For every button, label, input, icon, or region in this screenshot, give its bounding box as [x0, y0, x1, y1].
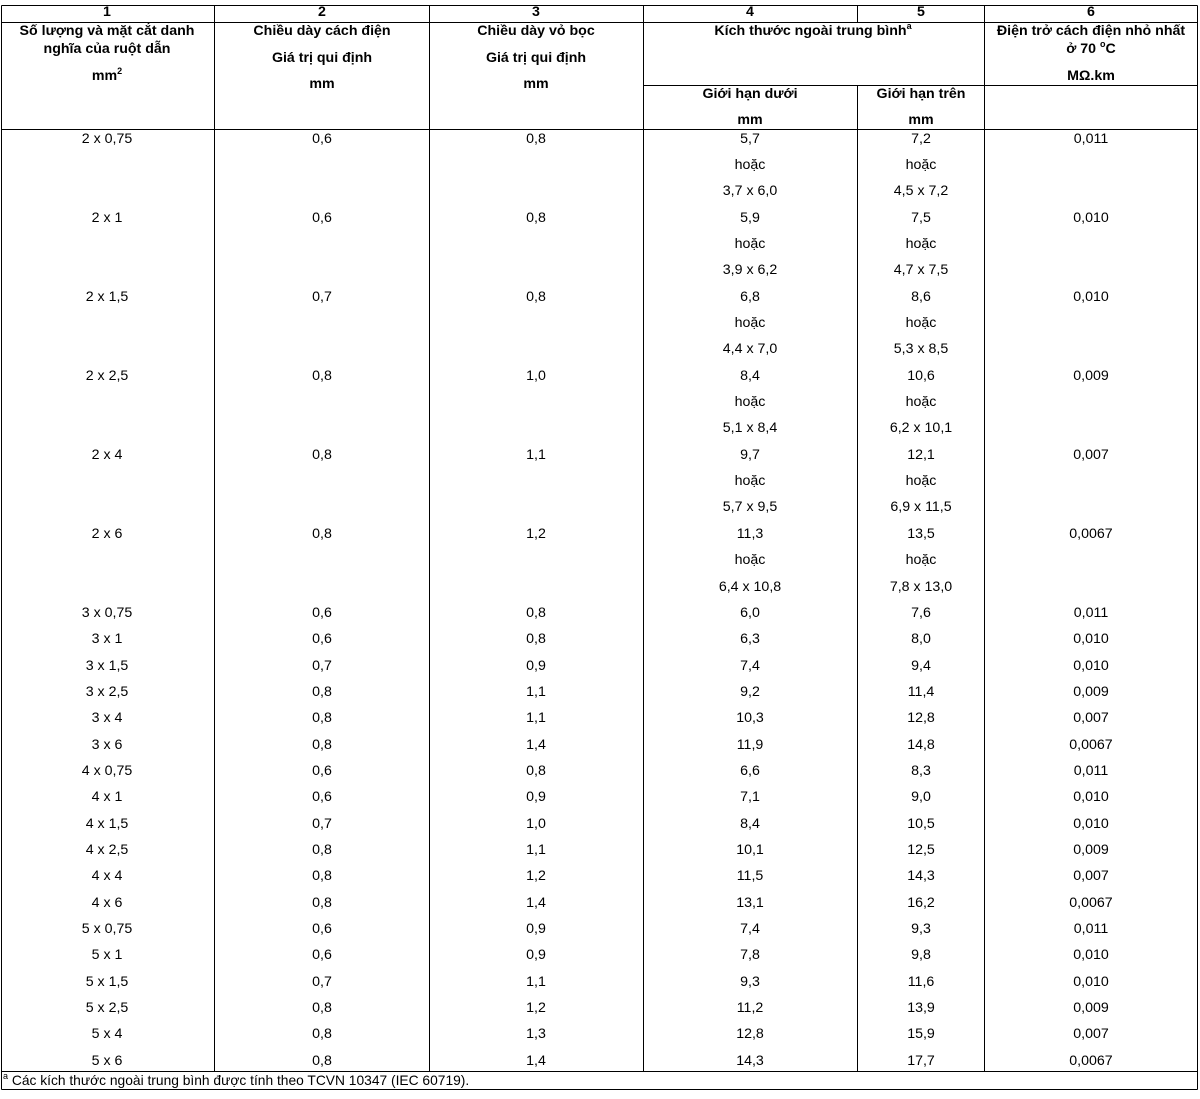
col2-header-title: Chiều dày cách điện	[253, 23, 391, 39]
cell-lower-limit: 3,7 x 6,0	[722, 183, 778, 200]
cell-sheath-thickness: 1,4	[526, 1052, 546, 1069]
col3-header-title: Chiều dày vỏ bọc	[477, 23, 595, 39]
cell-upper-limit: 15,9	[907, 1026, 935, 1043]
cell-insulation-thickness: 0,7	[312, 973, 332, 990]
cell-lower-limit: 7,4	[740, 921, 760, 937]
cell-insulation-thickness: 0,8	[312, 525, 332, 542]
cell-conductor-size: 4 x 2,5	[85, 842, 129, 858]
cell-lower-limit: 6,0	[740, 604, 760, 621]
col-number-6: 6	[1087, 4, 1095, 20]
col-number-1: 1	[103, 4, 111, 20]
cell-conductor-size: 5 x 1,5	[85, 973, 129, 990]
cell-conductor-size: 4 x 6	[91, 894, 123, 911]
cell-sheath-thickness: 1,1	[526, 710, 546, 727]
cell-insulation-resistance: 0,010	[1073, 209, 1109, 226]
col6-header-unit: MΩ.km	[1067, 68, 1115, 84]
cell-lower-limit: 8,4	[740, 815, 760, 832]
cell-upper-limit: 14,3	[907, 868, 935, 885]
cell-insulation-thickness: 0,6	[312, 604, 332, 621]
col5-header-subtitle: Giới hạn trên	[876, 86, 966, 102]
cell-lower-limit: 4,4 x 7,0	[722, 341, 778, 358]
cell-insulation-thickness: 0,8	[312, 842, 332, 858]
cell-insulation-resistance: 0,010	[1073, 657, 1109, 674]
cell-conductor-size: 2 x 2,5	[85, 367, 129, 384]
col4-header-unit: mm	[737, 112, 763, 128]
cell-lower-limit: hoặc	[734, 394, 766, 410]
cell-sheath-thickness: 0,9	[526, 789, 546, 806]
cell-insulation-resistance: 0,007	[1073, 446, 1109, 463]
cell-insulation-thickness: 0,6	[312, 947, 332, 964]
col5-header-unit: mm	[908, 112, 934, 128]
cell-sheath-thickness: 1,1	[526, 973, 546, 990]
col-number-2: 2	[318, 4, 326, 20]
cell-conductor-size: 2 x 6	[91, 525, 123, 542]
cell-upper-limit: hoặc	[905, 473, 937, 490]
cell-conductor-size: 5 x 4	[91, 1026, 123, 1043]
cell-lower-limit: 13,1	[736, 894, 764, 911]
cell-insulation-thickness: 0,8	[312, 1052, 332, 1069]
cell-upper-limit: hoặc	[905, 235, 937, 252]
cell-upper-limit: 9,4	[911, 657, 931, 674]
cell-lower-limit: hoặc	[734, 156, 766, 173]
cell-insulation-resistance: 0,010	[1073, 631, 1109, 648]
cell-sheath-thickness: 0,8	[526, 631, 546, 648]
cell-upper-limit: 8,3	[911, 762, 931, 779]
cell-lower-limit: 12,8	[736, 1026, 764, 1043]
cell-insulation-thickness: 0,8	[312, 736, 332, 753]
cell-lower-limit: 11,3	[736, 525, 764, 542]
footnote	[3, 1073, 469, 1089]
cell-conductor-size: 5 x 2,5	[85, 1000, 129, 1017]
cell-conductor-size: 2 x 0,75	[81, 130, 133, 147]
cell-upper-limit: 7,8 x 13,0	[889, 578, 953, 595]
cell-conductor-size: 3 x 6	[91, 736, 123, 753]
cell-insulation-thickness: 0,6	[312, 631, 332, 648]
cell-insulation-thickness: 0,6	[312, 762, 332, 779]
cell-insulation-thickness: 0,7	[312, 288, 332, 305]
footnote-mark: a	[3, 1071, 9, 1081]
cell-insulation-resistance: 0,011	[1073, 921, 1109, 937]
cell-upper-limit: 7,6	[911, 604, 931, 621]
cell-insulation-resistance: 0,009	[1073, 842, 1109, 858]
cell-lower-limit: 9,2	[740, 683, 760, 700]
cell-insulation-thickness: 0,6	[312, 921, 332, 937]
cell-sheath-thickness: 1,1	[526, 446, 546, 463]
cell-lower-limit: 6,8	[740, 288, 760, 305]
cell-sheath-thickness: 1,4	[526, 736, 546, 753]
cell-insulation-resistance: 0,010	[1073, 815, 1109, 832]
cell-upper-limit: 10,6	[907, 367, 935, 384]
cell-lower-limit: 6,6	[740, 762, 760, 779]
cell-conductor-size: 5 x 1	[91, 947, 123, 964]
col1-header-unit: $mm^2$	[91, 66, 123, 84]
cell-sheath-thickness: 1,4	[526, 894, 546, 911]
cell-insulation-resistance: 0,011	[1073, 762, 1109, 779]
cell-conductor-size: 5 x 6	[91, 1052, 123, 1069]
cell-insulation-thickness: 0,7	[312, 657, 332, 674]
cell-upper-limit: 13,9	[907, 1000, 935, 1017]
cell-lower-limit: 7,1	[740, 789, 760, 806]
cell-sheath-thickness: 1,0	[526, 367, 546, 384]
cell-insulation-thickness: 0,8	[312, 868, 332, 885]
cell-insulation-resistance: 0,009	[1073, 367, 1109, 384]
cell-lower-limit: 3,9 x 6,2	[722, 262, 778, 279]
cell-lower-limit: 11,5	[736, 868, 764, 885]
cell-conductor-size: 3 x 0,75	[81, 604, 133, 621]
col1-header-line2: nghĩa của ruột dẫn	[43, 41, 171, 57]
cell-insulation-resistance: 0,007	[1073, 868, 1109, 885]
cell-upper-limit: 8,0	[911, 631, 931, 648]
cell-lower-limit: 7,4	[740, 657, 760, 674]
cell-upper-limit: 7,2	[911, 130, 931, 147]
cell-upper-limit: hoặc	[905, 156, 937, 173]
cell-upper-limit: hoặc	[905, 552, 937, 569]
col1-header-line1: Số lượng và mặt cắt danh	[19, 23, 195, 39]
cell-sheath-thickness: 1,1	[526, 683, 546, 700]
cell-conductor-size: 2 x 1,5	[85, 288, 129, 305]
col2-header-unit: mm	[309, 76, 335, 92]
cell-conductor-size: 4 x 1,5	[85, 815, 129, 832]
cell-upper-limit: 11,6	[907, 973, 935, 990]
cell-insulation-thickness: 0,8	[312, 1000, 332, 1017]
cell-sheath-thickness: 1,0	[526, 815, 546, 832]
cell-upper-limit: 12,5	[907, 842, 935, 858]
cell-sheath-thickness: 1,2	[526, 525, 546, 542]
cell-conductor-size: 3 x 1	[91, 631, 123, 648]
cell-conductor-size: 3 x 1,5	[85, 657, 129, 674]
cell-upper-limit: 5,3 x 8,5	[893, 341, 949, 358]
cell-upper-limit: 12,8	[907, 710, 935, 727]
cell-insulation-resistance: 0,007	[1073, 710, 1109, 727]
cell-upper-limit: 6,9 x 11,5	[890, 499, 952, 516]
cell-lower-limit: 5,7	[740, 130, 760, 147]
cell-insulation-resistance: 0,0067	[1069, 894, 1113, 911]
cell-upper-limit: 4,5 x 7,2	[893, 183, 949, 200]
cell-sheath-thickness: 0,8	[526, 130, 546, 147]
cell-sheath-thickness: 0,9	[526, 947, 546, 964]
cell-conductor-size: 5 x 0,75	[81, 921, 133, 937]
cell-upper-limit: 6,2 x 10,1	[889, 420, 953, 437]
cell-insulation-resistance: 0,011	[1073, 604, 1109, 621]
cell-lower-limit: hoặc	[734, 315, 766, 331]
cell-upper-limit: hoặc	[905, 315, 937, 331]
cell-sheath-thickness: 0,8	[526, 762, 546, 779]
cell-conductor-size: 4 x 0,75	[81, 762, 133, 779]
cell-conductor-size: 4 x 1	[91, 789, 123, 806]
cell-sheath-thickness: 1,2	[526, 1000, 546, 1017]
cell-lower-limit: 11,2	[736, 1000, 764, 1017]
cell-upper-limit: 8,6	[911, 288, 931, 305]
cell-lower-limit: 8,4	[740, 367, 760, 384]
cell-lower-limit: 5,1 x 8,4	[722, 420, 778, 437]
cell-lower-limit: 5,7 x 9,5	[722, 499, 778, 516]
cell-lower-limit: 5,9	[740, 209, 760, 226]
col-number-3: 3	[532, 4, 540, 20]
footnote-text: Các kích thước ngoài trung bình được tính theo TCVN 10347 (IEC 60719).	[8, 1073, 470, 1088]
cell-conductor-size: 2 x 1	[91, 209, 123, 226]
cell-insulation-thickness: 0,8	[312, 446, 332, 463]
cell-insulation-thickness: 0,6	[312, 789, 332, 806]
cell-upper-limit: 17,7	[907, 1052, 935, 1069]
cell-lower-limit: 14,3	[736, 1052, 764, 1069]
cell-insulation-resistance: 0,0067	[1069, 525, 1113, 542]
col-number-5: 5	[917, 4, 925, 20]
cell-insulation-thickness: 0,6	[312, 130, 332, 147]
cell-conductor-size: 3 x 2,5	[85, 683, 129, 700]
cell-upper-limit: 10,5	[907, 815, 935, 832]
col3-header-unit: mm	[523, 76, 549, 92]
cell-insulation-thickness: 0,8	[312, 367, 332, 384]
cell-lower-limit: 6,4 x 10,8	[718, 578, 782, 595]
cell-lower-limit: 10,3	[736, 710, 764, 727]
cell-upper-limit: 9,0	[911, 789, 931, 806]
cell-insulation-thickness: 0,8	[312, 1026, 332, 1043]
cell-conductor-size: 4 x 4	[91, 868, 123, 885]
cell-lower-limit: 9,3	[740, 973, 760, 990]
cell-upper-limit: 11,4	[907, 683, 935, 700]
cell-insulation-thickness: 0,7	[312, 815, 332, 832]
cell-lower-limit: hoặc	[734, 473, 766, 490]
cell-upper-limit: 13,5	[907, 525, 935, 542]
cell-sheath-thickness: 0,9	[526, 657, 546, 674]
cell-lower-limit: 11,9	[736, 736, 764, 753]
col-number-4: 4	[746, 4, 754, 20]
cell-insulation-resistance: 0,0067	[1069, 1052, 1113, 1069]
cell-upper-limit: 9,3	[911, 921, 931, 937]
cell-sheath-thickness: 1,1	[526, 842, 546, 858]
cell-upper-limit: 7,5	[911, 209, 931, 226]
cell-conductor-size: 3 x 4	[91, 710, 123, 727]
cell-upper-limit: 16,2	[907, 894, 935, 911]
cell-sheath-thickness: 0,8	[526, 209, 546, 226]
cell-sheath-thickness: 0,8	[526, 288, 546, 305]
cell-insulation-resistance: 0,010	[1073, 288, 1109, 305]
cell-sheath-thickness: 1,3	[526, 1026, 546, 1043]
cell-lower-limit: hoặc	[734, 235, 766, 252]
cell-lower-limit: 10,1	[736, 842, 764, 858]
cell-lower-limit: 7,8	[740, 947, 760, 964]
cell-insulation-thickness: 0,8	[312, 710, 332, 727]
cell-conductor-size: 2 x 4	[91, 446, 123, 463]
cell-insulation-resistance: 0,009	[1073, 683, 1109, 700]
cell-insulation-resistance: 0,010	[1073, 947, 1109, 964]
cell-lower-limit: 9,7	[740, 446, 760, 463]
col6-header-line2: ở 70 $^o$C	[1066, 39, 1116, 57]
cell-insulation-thickness: 0,8	[312, 683, 332, 700]
cell-insulation-resistance: 0,010	[1073, 973, 1109, 990]
col6-header-line1: Điện trở cách điện nhỏ nhất	[996, 23, 1186, 39]
cell-insulation-resistance: 0,011	[1073, 130, 1109, 147]
col45-header-title: Kích thước ngoài trung bình$^a$	[714, 21, 912, 39]
cell-insulation-thickness: 0,6	[312, 209, 332, 226]
cell-sheath-thickness: 1,2	[526, 868, 546, 885]
cell-upper-limit: 12,1	[907, 446, 935, 463]
cell-insulation-resistance: 0,0067	[1069, 736, 1113, 753]
col4-header-subtitle: Giới hạn dưới	[702, 86, 798, 102]
cell-sheath-thickness: 0,9	[526, 921, 546, 937]
cell-insulation-resistance: 0,010	[1073, 789, 1109, 806]
cell-upper-limit: hoặc	[905, 394, 937, 410]
col2-header-subtitle: Giá trị qui định	[271, 50, 373, 66]
cell-insulation-resistance: 0,009	[1073, 1000, 1109, 1017]
cell-lower-limit: 6,3	[740, 631, 760, 648]
col3-header-subtitle: Giá trị qui định	[485, 50, 587, 66]
cell-upper-limit: 14,8	[907, 736, 935, 753]
cell-upper-limit: 9,8	[911, 947, 931, 964]
cell-upper-limit: 4,7 x 7,5	[893, 262, 949, 279]
cell-insulation-thickness: 0,8	[312, 894, 332, 911]
cell-lower-limit: hoặc	[734, 552, 766, 569]
cell-sheath-thickness: 0,8	[526, 604, 546, 621]
cell-insulation-resistance: 0,007	[1073, 1026, 1109, 1043]
